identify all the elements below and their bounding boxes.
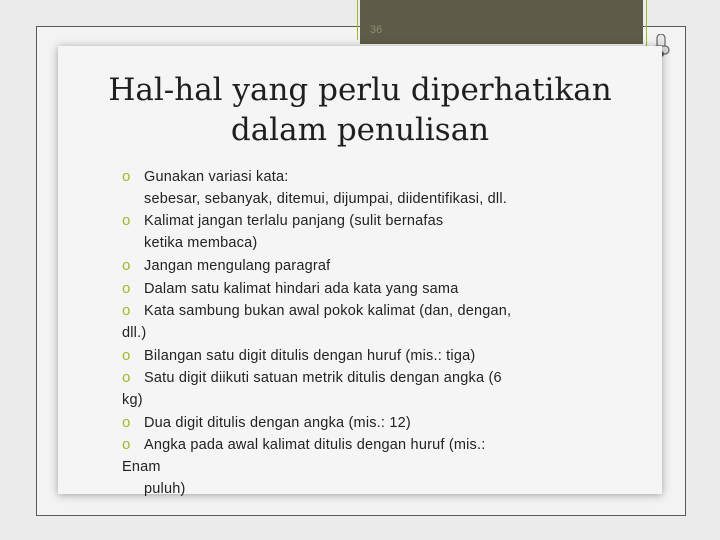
header-bar [360,0,643,44]
circle-outline-icon: o [122,279,131,297]
slide-number: 36 [370,24,383,36]
circle-outline-icon: o [122,436,131,454]
list-item: o Jangan mengulang paragraf [122,255,582,278]
accent-line-left [357,0,358,40]
list-item: o Dalam satu kalimat hindari ada kata yang sama [122,278,582,301]
circle-outline-icon: o [122,302,131,320]
title-line-2: dalam penulisan [230,112,490,148]
circle-outline-icon: o [122,212,131,230]
circle-outline-icon: o [122,413,131,431]
list-item: o Dua digit ditulis dengan angka (mis.: 12) [122,412,582,435]
list-item: o Angka pada awal kalimat ditulis dengan huruf (mis.: Enam puluh) [122,436,486,497]
title-line-1: Hal-hal yang perlu diperhatikan [108,72,612,108]
circle-outline-icon: o [122,256,131,274]
content-card [58,46,662,497]
list-item: o Kata sambung bukan awal pokok kalimat (dan, dengan, dll.) [122,302,512,341]
circle-outline-icon: o [122,346,131,364]
list-item: o Bilangan satu digit ditulis dengan huruf (mis.: tiga) [122,345,582,368]
list-item: o Kalimat jangan terlalu panjang (sulit bernafas ketika membaca) [122,212,444,252]
circle-outline-icon: o [122,168,131,185]
bullet-list [122,166,582,501]
list-item: o Gunakan variasi kata: sebesar, sebanyak, ditemui, dijumpai, diidentifikasi, dll. [122,168,508,207]
page-title [58,70,662,150]
circle-outline-icon: o [122,369,131,387]
list-item: o Satu digit diikuti satuan metrik ditulis dengan angka (6 kg) [122,369,502,409]
